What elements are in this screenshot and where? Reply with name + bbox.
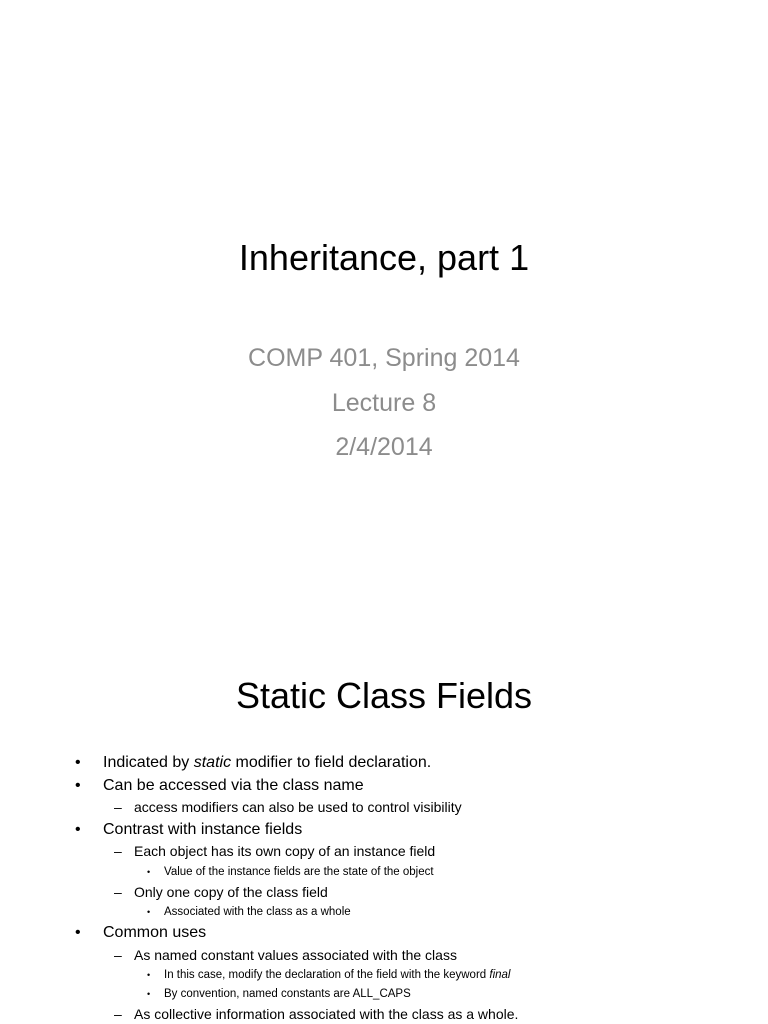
bullet-text-part: Associated with the class as a whole bbox=[164, 906, 351, 918]
bullet-text-part: In this case, modify the declaration of the field with the keyword bbox=[164, 969, 490, 981]
bullet-marker: – bbox=[114, 799, 122, 815]
bullet-text-part: Value of the instance fields are the state of the object bbox=[164, 865, 434, 878]
lecture-line: Lecture 8 bbox=[331, 388, 437, 417]
bullet-text-part: access modifiers can also be used to control visibility bbox=[134, 799, 462, 815]
bullet-item bbox=[0, 841, 768, 863]
bullet-list bbox=[0, 752, 768, 1024]
course-line: COMP 401, Spring 2014 bbox=[248, 344, 520, 372]
bullet-item bbox=[0, 752, 768, 775]
bullet-marker: • bbox=[147, 866, 151, 877]
bullet-text bbox=[134, 841, 435, 863]
bullet-text bbox=[103, 922, 206, 945]
bullet-marker: • bbox=[75, 776, 81, 794]
bullet-text bbox=[134, 1004, 518, 1024]
bullet-item bbox=[0, 966, 768, 985]
bullet-text-part: modifier to field declaration. bbox=[231, 754, 432, 771]
bullet-item bbox=[0, 903, 768, 922]
bullet-item bbox=[0, 797, 768, 819]
bullet-text bbox=[134, 797, 462, 819]
bullet-item bbox=[0, 819, 768, 842]
bullet-item bbox=[0, 775, 768, 798]
slide-subtitle bbox=[0, 336, 768, 470]
bullet-marker: • bbox=[75, 820, 81, 838]
bullet-text-part: Each object has its own copy of an instance field bbox=[134, 843, 436, 859]
bullet-text bbox=[134, 882, 328, 904]
bullet-text-part: By convention, named constants are ALL_CAPS bbox=[164, 988, 411, 1000]
bullet-item bbox=[0, 1004, 768, 1024]
date-line: 2/4/2014 bbox=[335, 433, 433, 461]
bullet-marker: • bbox=[75, 754, 81, 771]
bullet-item bbox=[0, 945, 768, 967]
content-slide bbox=[0, 576, 768, 1024]
bullet-marker: – bbox=[114, 946, 122, 963]
bullet-text bbox=[103, 775, 364, 798]
keyword-emphasis: static bbox=[193, 754, 232, 771]
bullet-marker: – bbox=[114, 843, 122, 859]
bullet-text-part: As named constant values associated with the class bbox=[134, 946, 457, 963]
bullet-marker: • bbox=[147, 989, 151, 999]
bullet-text bbox=[134, 945, 457, 967]
bullet-item bbox=[0, 985, 768, 1004]
bullet-text bbox=[164, 903, 351, 922]
bullet-item bbox=[0, 863, 768, 882]
bullet-text-part: Contrast with instance fields bbox=[103, 820, 303, 838]
slide-heading: Static Class Fields bbox=[235, 675, 533, 716]
bullet-text-part: As collective information associated with the class as a whole. bbox=[134, 1006, 519, 1022]
bullet-text-part: Only one copy of the class field bbox=[134, 883, 328, 900]
slide-title: Inheritance, part 1 bbox=[238, 237, 530, 278]
bullet-text bbox=[103, 819, 302, 842]
bullet-marker: • bbox=[147, 970, 151, 980]
bullet-item bbox=[0, 882, 768, 904]
bullet-text bbox=[164, 863, 434, 882]
bullet-text-part: Can be accessed via the class name bbox=[103, 776, 364, 794]
bullet-marker: – bbox=[114, 1006, 122, 1022]
bullet-text-part: Indicated by bbox=[103, 754, 194, 771]
bullet-marker: • bbox=[75, 924, 81, 941]
bullet-marker: – bbox=[114, 883, 122, 900]
keyword-emphasis: final bbox=[489, 969, 511, 981]
bullet-text-part: Common uses bbox=[103, 924, 207, 941]
bullet-text bbox=[164, 985, 411, 1004]
bullet-item bbox=[0, 922, 768, 945]
bullet-text bbox=[103, 752, 431, 775]
bullet-text bbox=[164, 966, 510, 985]
bullet-marker: • bbox=[147, 907, 151, 917]
